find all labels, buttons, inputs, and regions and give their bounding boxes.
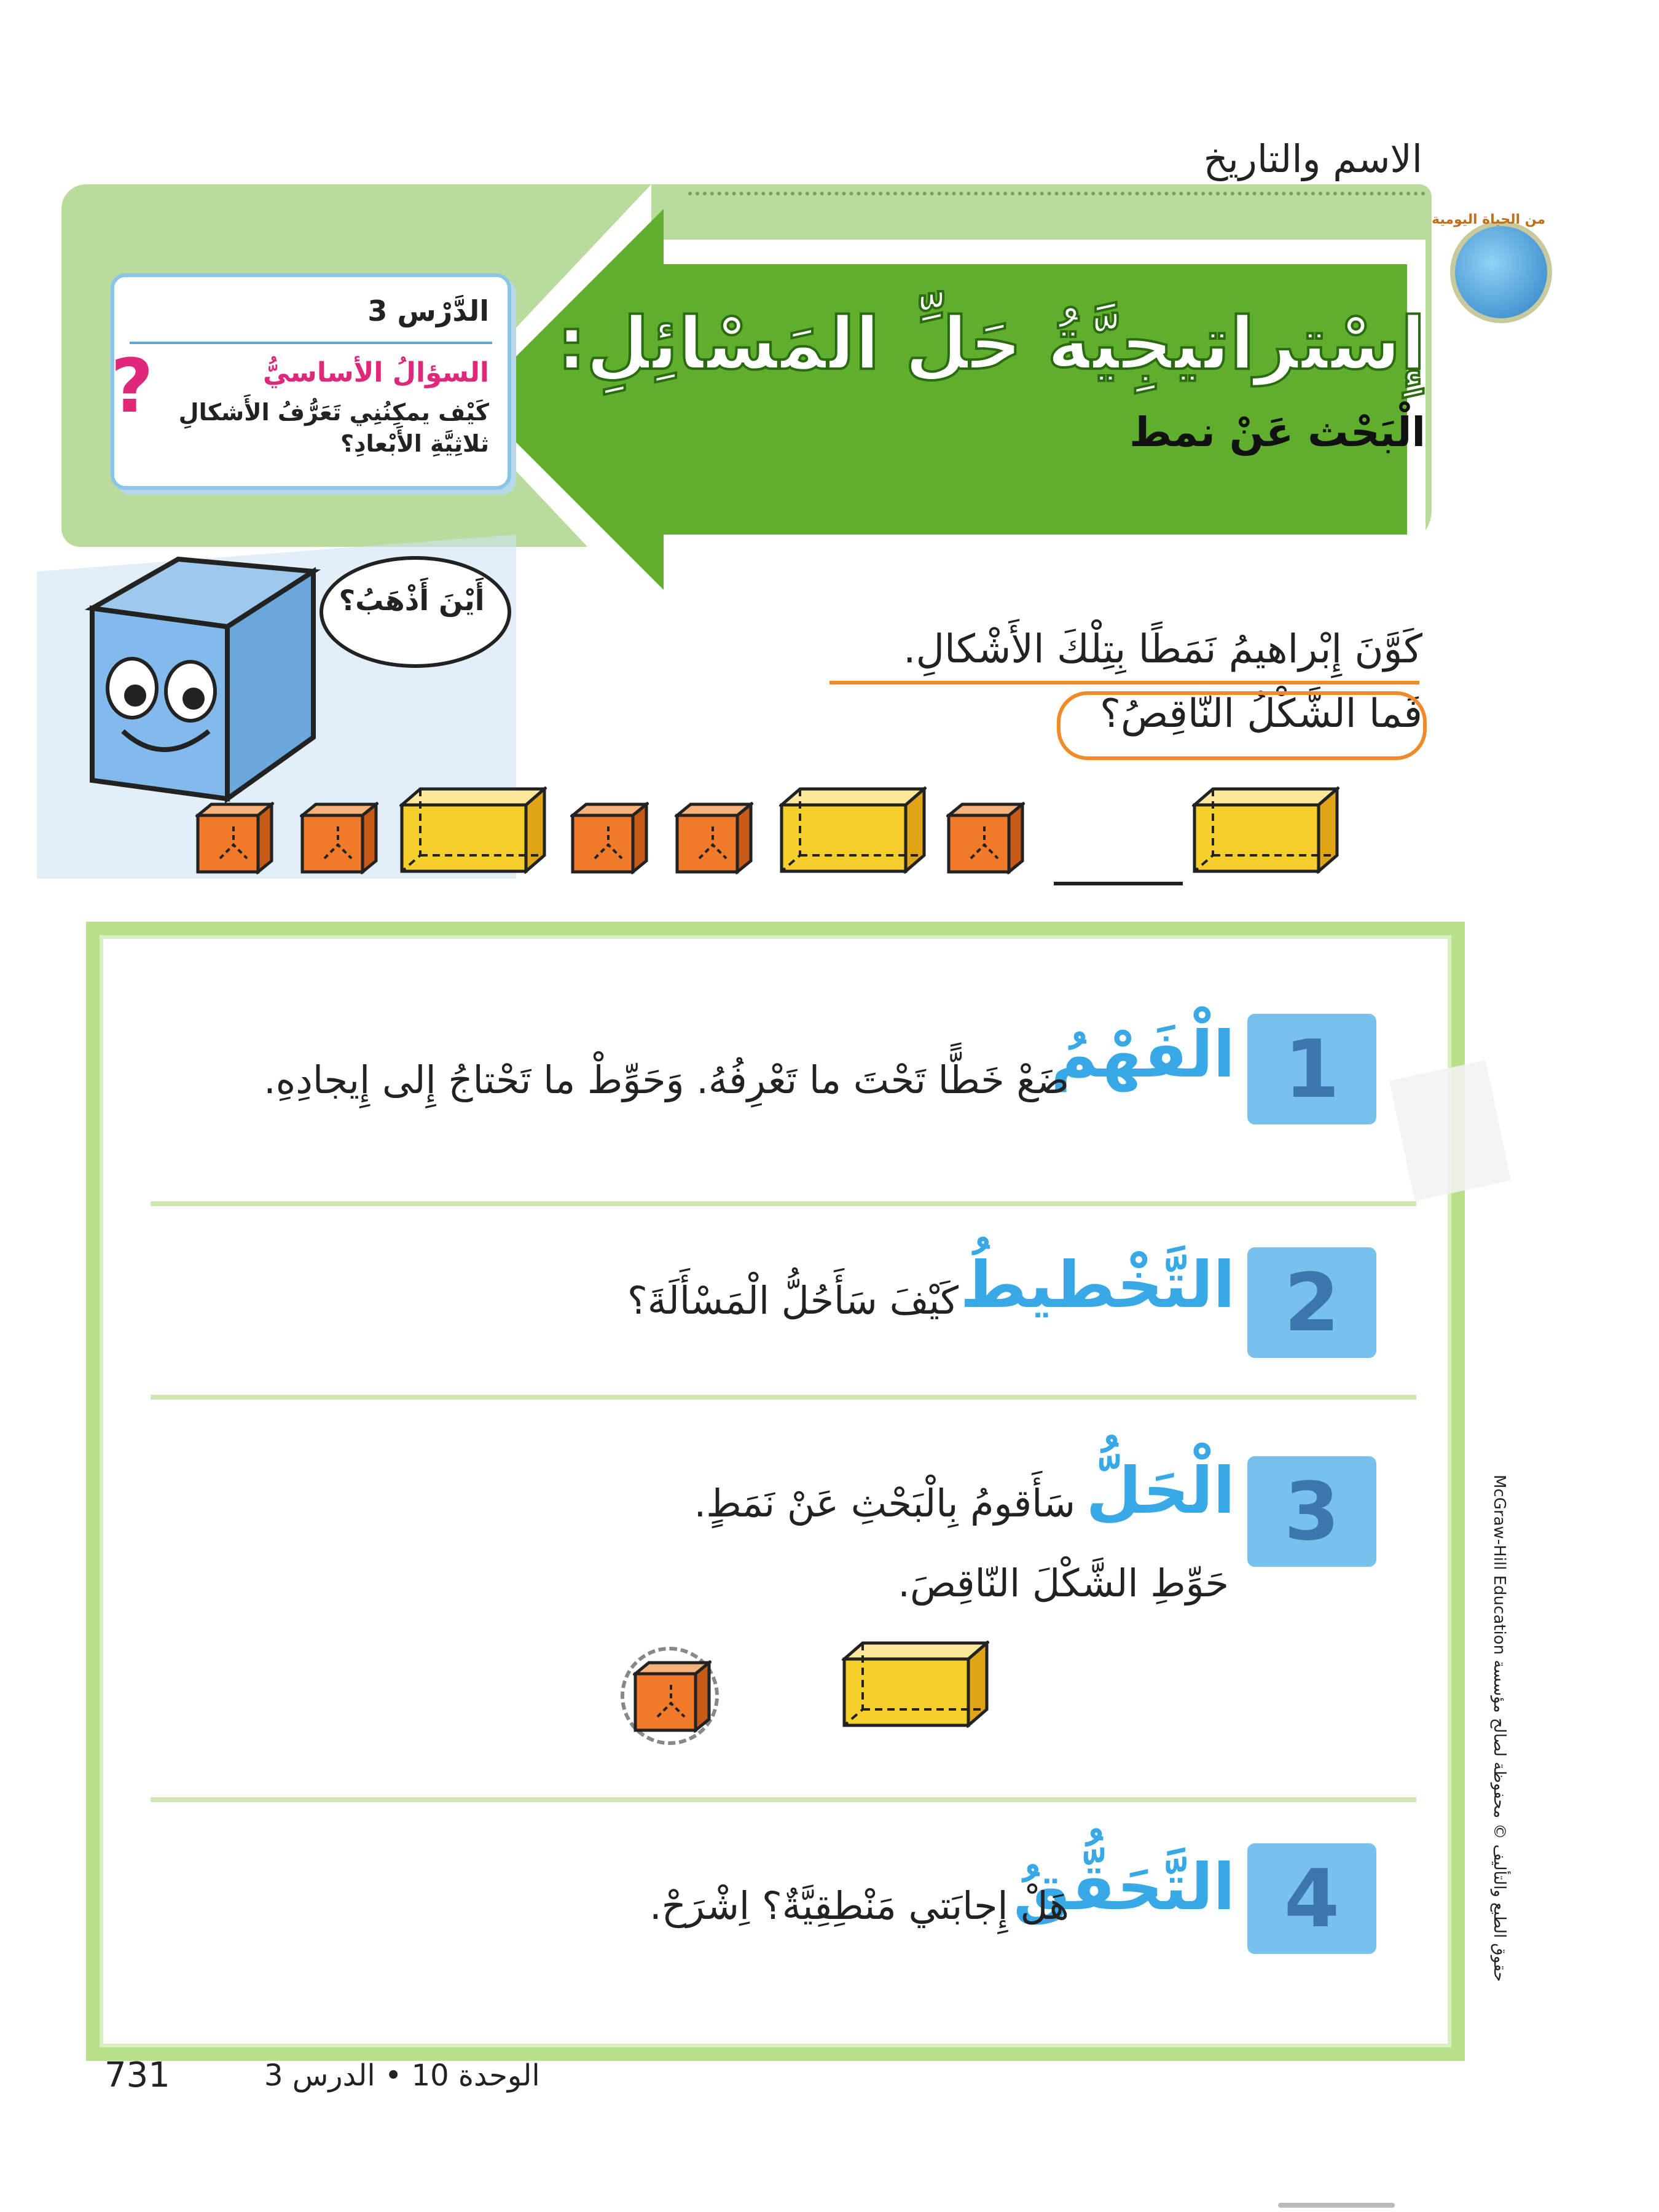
step-4-title: التَّحَقُّقُ bbox=[1013, 1849, 1235, 1924]
pattern-cube-shape bbox=[195, 802, 274, 874]
page-subtitle: الْبَحْث عَنْ نمط bbox=[1129, 409, 1426, 456]
answer-choice-cube[interactable] bbox=[621, 1647, 725, 1745]
speech-bubble-text: أَيْنَ أَذْهَبُ؟ bbox=[339, 584, 485, 617]
problem-underline bbox=[830, 681, 1419, 684]
unit-lesson-label: الوحدة 10 • الدرس 3 bbox=[264, 2058, 540, 2093]
question-mark-icon: ? bbox=[111, 344, 154, 429]
copyright-credit: McGraw-Hill Education حقوق الطبع والتأليف © محفوظة لصالح مؤسسة bbox=[1490, 1475, 1508, 1982]
globe-label: من الحياة اليومية bbox=[1432, 212, 1546, 227]
step-3-text: سَأَقومُ بِالْبَحْثِ عَنْ نَمَطٍ. bbox=[694, 1481, 1075, 1526]
step-2-number: 2 bbox=[1247, 1247, 1376, 1358]
pattern-cube-shape bbox=[946, 802, 1025, 874]
essential-question-title: السؤالُ الأساسيُّ bbox=[263, 357, 489, 388]
step-2-title: التَّخْطيطُ bbox=[960, 1247, 1235, 1322]
step-3-number: 3 bbox=[1247, 1456, 1376, 1567]
missing-shape-blank[interactable] bbox=[1054, 882, 1183, 885]
lesson-divider bbox=[130, 342, 492, 344]
page-title: إِسْتراتيجِيَّةُ حَلِّ المَسْائِلِ: bbox=[557, 301, 1426, 386]
problem-question: فَما الشَّكْلُ النّاقِصُ؟ bbox=[1099, 691, 1422, 737]
problem-question-circle bbox=[1057, 691, 1427, 760]
pattern-cube-shape bbox=[300, 802, 378, 874]
page-number: 731 bbox=[104, 2055, 170, 2095]
pattern-cube-shape bbox=[570, 802, 649, 874]
pattern-prism-shape bbox=[1192, 786, 1339, 874]
answer-choice-prism[interactable] bbox=[842, 1641, 989, 1728]
step-2-text: كَيْفَ سَأَحُلُّ الْمَسْأَلَةَ؟ bbox=[627, 1278, 959, 1323]
pattern-cube-shape bbox=[675, 802, 753, 874]
step-3-title: الْحَلُّ bbox=[1086, 1453, 1235, 1528]
step-1-text: ضَعْ خَطًّا تَحْتَ ما تَعْرِفُهُ. وَحَوِّطْ ما تَحْتاجُ إِلى إِيجادِهِ. bbox=[264, 1057, 1069, 1102]
essential-question-text: كَيْف يمكِنُنِي تَعَرُّفُ الأَشكالِ ثلاثِيَّةِ الأَبْعادِ؟ bbox=[178, 399, 489, 458]
name-date-label: الاسم والتاريخ bbox=[1203, 136, 1422, 181]
lesson-number: الدَّرْس 3 bbox=[367, 294, 489, 327]
arrow-banner bbox=[449, 184, 1444, 614]
step-divider bbox=[151, 1395, 1416, 1400]
lesson-box bbox=[111, 273, 511, 490]
problem-statement: كَوَّنَ إِبْراهيمُ نَمَطًا بِتِلْكَ الأَشْكالِ. bbox=[903, 627, 1422, 672]
step-divider bbox=[151, 1797, 1416, 1802]
step-1-number: 1 bbox=[1247, 1014, 1376, 1124]
step-3-instruction: حَوِّطِ الشَّكْلَ النّاقِصَ. bbox=[898, 1561, 1229, 1606]
pattern-prism-shape bbox=[779, 786, 927, 874]
globe-icon bbox=[1450, 221, 1552, 323]
home-indicator[interactable] bbox=[1278, 2203, 1395, 2208]
step-4-text: هَلْ إِجابَتي مَنْطِقِيَّةٌ؟ اِشْرَحْ. bbox=[649, 1883, 1069, 1928]
pattern-prism-shape bbox=[399, 786, 547, 874]
step-4-number: 4 bbox=[1247, 1843, 1376, 1954]
step-1-title: الْفَهْمُ bbox=[1051, 1017, 1235, 1092]
step-divider bbox=[151, 1201, 1416, 1206]
